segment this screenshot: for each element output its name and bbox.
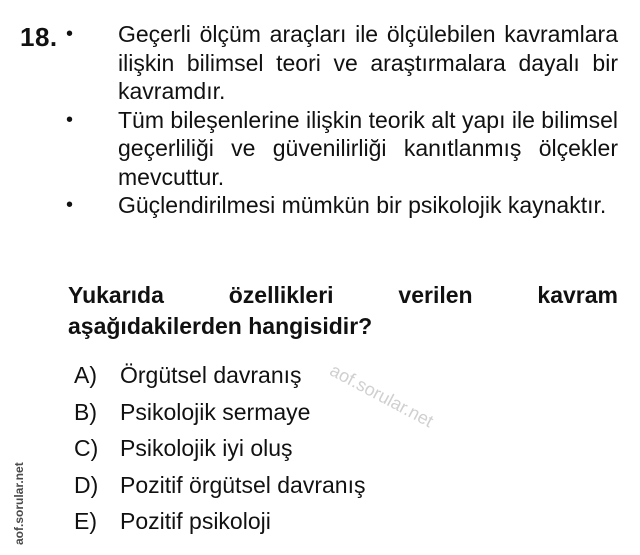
answer-option-c[interactable] [74, 430, 365, 467]
option-letter: E) [74, 508, 97, 534]
statement-text: Geçerli ölçüm araçları ile ölçülebilen kavramlara ilişkin bilimsel teori ve araştırmalara dayalı bir kavramdır. [118, 21, 618, 104]
option-letter: C) [74, 435, 99, 461]
statement-item [66, 20, 618, 106]
option-text: Psikolojik sermaye [120, 398, 311, 425]
answer-options [74, 357, 365, 540]
watermark-diagonal: aof.sorular.net [326, 360, 437, 432]
answer-option-e[interactable] [74, 503, 365, 540]
option-text: Örgütsel davranış [120, 362, 302, 388]
option-letter: B) [74, 398, 97, 425]
statement-list [66, 20, 618, 220]
option-letter: D) [74, 471, 99, 498]
answer-option-a[interactable] [74, 357, 365, 394]
bullet-icon: • [66, 108, 74, 131]
bullet-icon: • [66, 23, 74, 45]
bullet-icon: • [66, 194, 74, 216]
option-text: Pozitif örgütsel davranış [120, 471, 366, 498]
question-number: 18. [20, 22, 58, 52]
option-letter: A) [74, 362, 97, 388]
option-text: Pozitif psikoloji [120, 508, 271, 534]
statement-text: Güçlendirilmesi mümkün bir psikolojik kaynaktır. [118, 192, 607, 218]
statement-item [66, 106, 618, 192]
statement-text: Tüm bileşenlerine ilişkin teorik alt yapı ile bilimsel geçerliliği ve güvenilirliği kanıtlanmış ölçekler mevcuttur. [118, 106, 618, 190]
option-text: Psikolojik iyi oluş [120, 435, 293, 461]
answer-option-d[interactable] [74, 467, 365, 504]
statement-item [66, 191, 618, 220]
question-prompt: Yukarıda özellikleri verilen kavram aşağıdakilerden hangisidir? [68, 282, 618, 339]
answer-option-b[interactable] [74, 394, 365, 431]
watermark-side: aof.sorular.net [12, 462, 26, 545]
